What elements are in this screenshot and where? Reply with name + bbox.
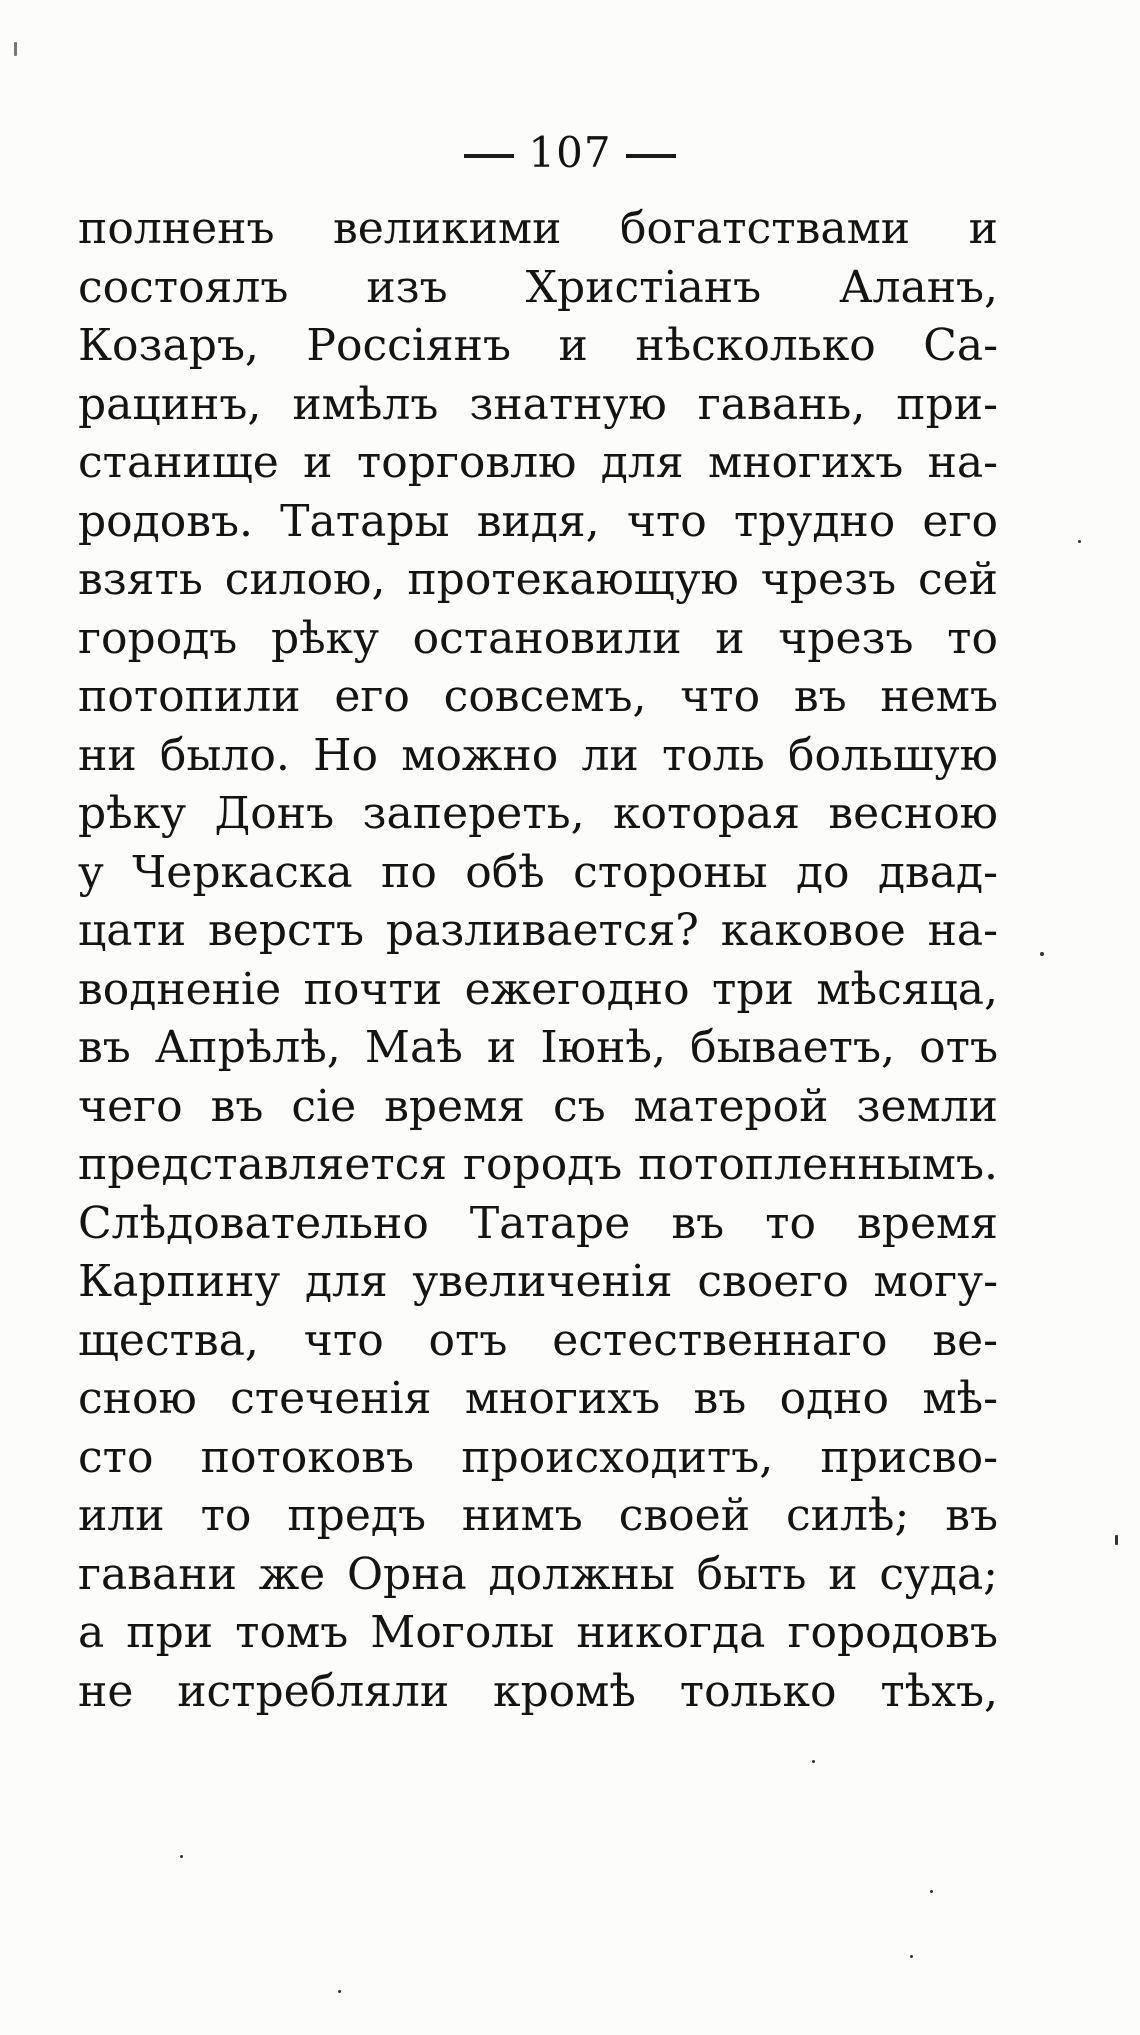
header-right-dash xyxy=(626,154,676,158)
text-line: а при томъ Моголы никогда городовъ xyxy=(78,1607,998,1658)
text-line: цати верстъ разливается? каковое на- xyxy=(78,905,998,956)
paper-speck xyxy=(812,1760,815,1763)
page-number: 107 xyxy=(528,128,612,177)
paper-speck xyxy=(180,1855,183,1858)
text-line: рѣку Донъ запереть, которая весною xyxy=(78,788,998,839)
header-left-dash xyxy=(464,154,514,158)
text-line: Слѣдовательно Татаре въ то время xyxy=(78,1197,998,1249)
text-line: сною стеченія многихъ въ одно мѣ- xyxy=(78,1373,998,1424)
text-line: полненъ великими богатствами и xyxy=(78,203,998,254)
text-line: у Черкаска по обѣ стороны до двад- xyxy=(78,846,998,898)
paper-speck xyxy=(910,1955,913,1958)
paper-speck xyxy=(1115,1535,1118,1545)
text-line: Карпину для увеличенія своего могу- xyxy=(78,1256,998,1307)
text-line: въ Апрѣлѣ, Маѣ и Іюнѣ, бываетъ, отъ xyxy=(78,1022,998,1073)
text-line: взять силою, протекающую чрезъ сей xyxy=(78,554,998,605)
paper-speck xyxy=(1040,952,1044,956)
text-line: водненіе почти ежегодно три мѣсяца, xyxy=(78,963,998,1015)
text-line: щества, что отъ естественнаго ве- xyxy=(78,1314,998,1366)
text-line: представляется городъ потопленнымъ. xyxy=(78,1139,998,1190)
paper-speck xyxy=(1078,540,1081,543)
text-line: станище и торговлю для многихъ на- xyxy=(78,437,998,488)
text-line: гавани же Орна должны быть и суда; xyxy=(78,1548,998,1600)
text-line: городъ рѣку остановили и чрезъ то xyxy=(78,612,998,664)
text-line: родовъ. Татары видя, что трудно его xyxy=(78,495,998,547)
paper-speck xyxy=(338,1990,341,1993)
page-header xyxy=(0,128,1140,177)
body-text xyxy=(78,200,998,1721)
text-line: сто потоковъ происходитъ, присво- xyxy=(78,1431,998,1483)
text-line: ни было. Но можно ли толь большую xyxy=(78,729,998,781)
text-line: потопили его совсемъ, что въ немъ xyxy=(78,671,998,722)
paper-speck xyxy=(930,1890,933,1893)
text-line: рацинъ, имѣлъ знатную гавань, при- xyxy=(78,378,998,430)
text-line: или то предъ нимъ своей силѣ; въ xyxy=(78,1490,998,1541)
paper-speck xyxy=(14,42,17,56)
text-line: чего въ сіе время съ матерой земли xyxy=(78,1080,998,1132)
text-line: не истребляли кромѣ только тѣхъ, xyxy=(78,1665,998,1717)
text-line: состоялъ изъ Христіанъ Аланъ, xyxy=(78,261,998,313)
text-line: Козаръ, Россіянъ и нѣсколько Са- xyxy=(78,320,998,371)
